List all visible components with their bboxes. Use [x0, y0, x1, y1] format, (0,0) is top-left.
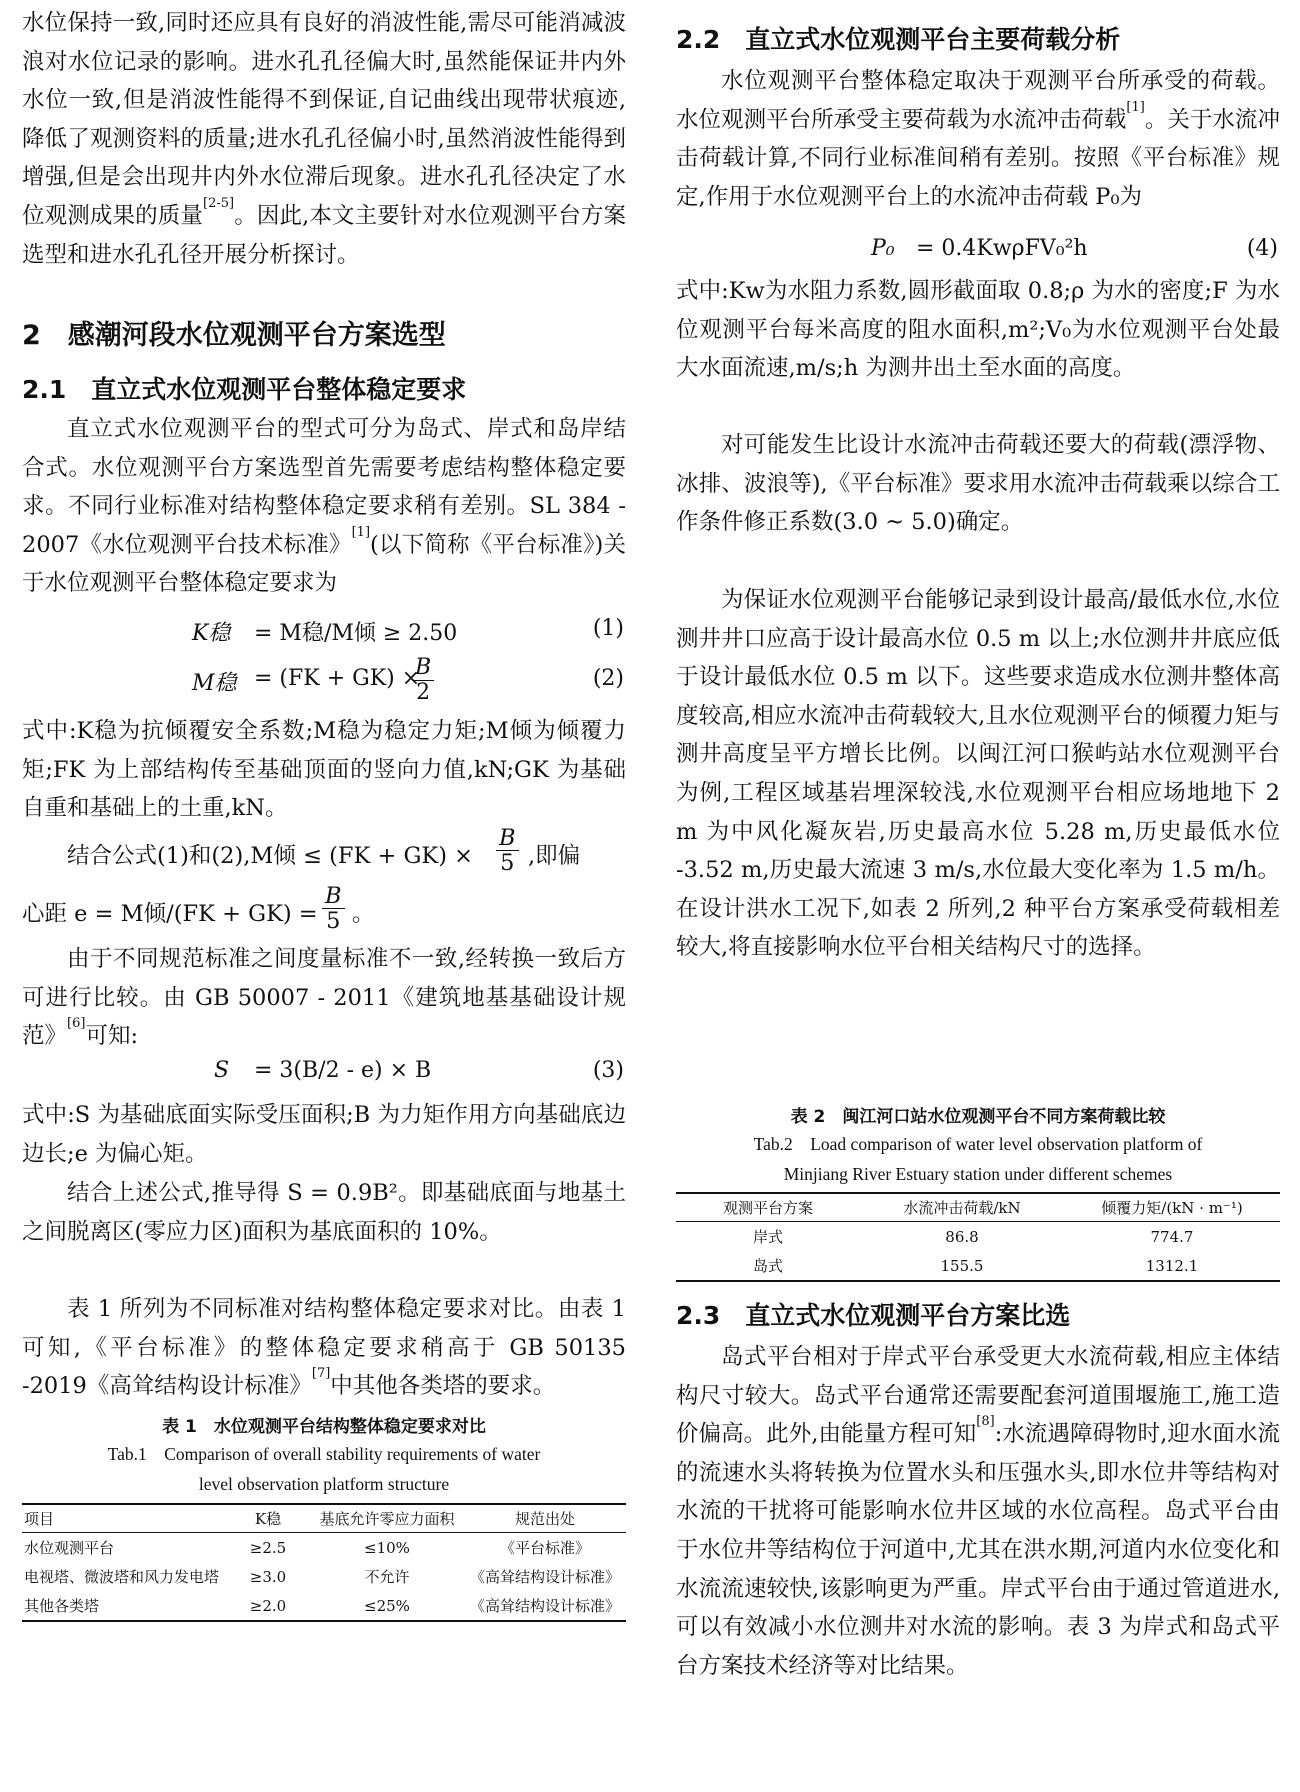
section-heading-2-2: 2.2 直立式水位观测平台主要荷载分析	[676, 25, 1121, 54]
table-cell: ≤25%	[310, 1591, 464, 1621]
table-cell: ≥2.0	[226, 1591, 310, 1621]
paragraph-eccentricity: 心距 e = M倾/(FK + GK) = $\frac{B}{5}$ 。	[22, 883, 375, 934]
table-cell: 岸式	[752, 1228, 783, 1246]
table-header-row	[676, 1193, 1280, 1222]
section-heading-2-3: 2.3 直立式水位观测平台方案比选	[676, 1301, 1071, 1330]
table-header: 观测平台方案	[676, 1193, 860, 1222]
paragraph-load-factor: 对可能发生比设计水流冲击荷载还要大的荷载(漂浮物、冰排、波浪等),《平台标准》要求用水流冲击荷载乘以综合工作条件修正系数(3.0 ~ 5.0)确定。	[676, 432, 1280, 536]
paragraph-gb: 由于不同规范标准之间度量标准不一致,经转换一致后方可进行比较。由 GB 50007 - 2011《建筑地基基础设计规范》[6]可知:	[22, 946, 626, 1050]
table-header: K稳	[226, 1504, 310, 1533]
table-cell: 1312.1	[1064, 1251, 1280, 1281]
table-cell: 电视塔、微波塔和风力发电塔	[24, 1568, 220, 1586]
table-row	[22, 1533, 626, 1563]
paragraph-where-3: 式中:S 为基础底面实际受压面积;B 为力矩作用方向基础底边边长;e 为偏心矩。	[22, 1102, 626, 1167]
table1-caption-en-1: Tab.1 Comparison of overall stability requirements of water	[107, 1444, 541, 1464]
table-header: 规范出处	[464, 1504, 626, 1533]
table-cell: 《高耸结构设计标准》	[464, 1591, 626, 1621]
table-cell: 其他各类塔	[22, 1591, 226, 1621]
table-cell: 86.8	[945, 1227, 979, 1246]
paragraph-where-4: 式中:Kw为水阻力系数,圆形截面取 0.8;ρ 为水的密度;F 为水位观测平台每米高度的阻水面积,m²;V₀为水位观测平台处最大水面流速,m/s;h 为测井出土至水面的高度。	[676, 278, 1280, 382]
table-2	[676, 1192, 1280, 1282]
paragraph-result: 结合上述公式,推导得 S = 0.9B²。即基础底面与地基土之间脱离区(零应力区)面积为基底面积的 10%。	[22, 1180, 626, 1245]
equation-2: M稳 = (FK + GK) × $\frac{B}{2}$ (2)	[192, 655, 624, 705]
table-row	[22, 1591, 626, 1621]
fraction-b-over-2: $\frac{B}{2}$	[412, 656, 434, 705]
table-cell: 岛式	[676, 1251, 860, 1281]
paragraph-2-2: 水位观测平台整体稳定取决于观测平台所承受的荷载。水位观测平台所承受主要荷载为水流冲击荷载[1]。关于水流冲击荷载计算,不同行业标准间稍有差别。按照《平台标准》规定,作用于水位观测平台上的水流冲击荷载 P₀为	[676, 68, 1280, 210]
equation-4: P₀ = 0.4KwρFV₀²h (4)	[871, 236, 1278, 261]
table-header: 倾覆力矩/(kN · m⁻¹)	[1064, 1193, 1280, 1222]
table-cell: 水位观测平台	[24, 1539, 115, 1557]
equation-1: K稳 = M稳/M倾 ≥ 2.50 (1)	[192, 616, 624, 646]
table-cell: 《高耸结构设计标准》	[469, 1568, 620, 1586]
table1-caption-en-2: level observation platform structure	[198, 1474, 450, 1494]
equation-3: S = 3(B/2 - e) × B (3)	[214, 1058, 624, 1083]
paragraph-intro: 水位保持一致,同时还应具有良好的消波性能,需尽可能消减波浪对水位记录的影响。进水孔孔径偏大时,虽然能保证井内外水位一致,但是消波性能得不到保证,自记曲线出现带状痕迹,降低了观测资料的质量;进水孔孔径偏小时,虽然消波性能得到增强,但是会出现井内外水位滞后现象。进水孔孔径决定了水位观测成果的质量[2-5]。因此,本文主要针对水位观测平台方案选型和进水孔孔径开展分析探讨。	[22, 10, 626, 268]
table-header: 项目	[22, 1504, 226, 1533]
table-cell: ≥2.5	[249, 1538, 287, 1557]
table2-caption-en-1: Tab.2 Load comparison of water level observation platform of	[753, 1134, 1203, 1154]
table-row	[676, 1222, 1280, 1252]
paragraph-monkey-island-example: 为保证水位观测平台能够记录到设计最高/最低水位,水位测井井口应高于设计最高水位 0.5 m 以上;水位测井井底应低于设计最低水位 0.5 m 以下。这些要求造成水位测井整体高度较高,相应水流冲击荷载较大,且水位观测平台的倾覆力矩与测井高度呈平方增长比例。以闽江河口猴屿站水位观测平台为例,工程区域基岩埋深较浅,水位观测平台相应场地地下 2 m 为中风化凝灰岩,历史最高水位 5.28 m,历史最低水位 -3.52 m,历史最大流速 3 m/s,水位最大变化率为 1.5 m/h。在设计洪水工况下,如表 2 所列,2 种平台方案承受荷载相差较大,将直接影响水位平台相关结构尺寸的选择。	[676, 587, 1280, 961]
table-1	[22, 1503, 626, 1622]
paragraph-combine: 结合公式(1)和(2),M倾 ≤ (FK + GK) × $\frac{B}{5}$ ,即偏	[67, 825, 581, 876]
table-cell: 《平台标准》	[499, 1539, 590, 1557]
table-header: 水流冲击荷载/kN	[860, 1193, 1064, 1222]
table2-caption-en-2: Minjiang River Estuary station under different schemes	[783, 1164, 1173, 1184]
table-cell: 155.5	[860, 1251, 1064, 1281]
paragraph-table1-intro: 表 1 所列为不同标准对结构整体稳定要求对比。由表 1 可知,《平台标准》的整体稳定要求稍高于 GB 50135 -2019《高耸结构设计标准》[7]中其他各类塔的要求。	[22, 1296, 626, 1400]
paragraph-2-3: 岛式平台相对于岸式平台承受更大水流荷载,相应主体结构尺寸较大。岛式平台通常还需要配套河道围堰施工,施工造价偏高。此外,由能量方程可知[8]:水流遇障碍物时,迎水面水流的流速水头将转换为位置水头和压强水头,即水位井等结构对水流的干扰将可能影响水位井区域的水位高程。岛式平台由于水位井等结构位于河道中,尤其在洪水期,河道内水位变化和水流流速较快,该影响更为严重。岸式平台由于通过管道进水,可以有效减小水位测井对水流的影响。表 3 为岸式和岛式平台方案技术经济等对比结果。	[676, 1344, 1281, 1679]
table-row	[676, 1251, 1280, 1281]
section-heading-2: 2 感潮河段水位观测平台方案选型	[22, 320, 446, 351]
paragraph-where-1: 式中:K稳为抗倾覆安全系数;M稳为稳定力矩;M倾为倾覆力矩;FK 为上部结构传至基础顶面的竖向力值,kN;GK 为基础自重和基础上的土重,kN。	[22, 718, 626, 822]
table-cell: ≥3.0	[249, 1567, 287, 1586]
table-cell: 不允许	[364, 1568, 410, 1586]
table-row	[22, 1562, 626, 1591]
paragraph-2-1: 直立式水位观测平台的型式可分为岛式、岸式和岛岸结合式。水位观测平台方案选型首先需要考虑结构整体稳定要求。不同行业标准对结构整体稳定要求稍有差别。SL 384 - 2007《水位观测平台技术标准》[1](以下简称《平台标准》)关于水位观测平台整体稳定要求为	[22, 416, 626, 597]
section-heading-2-1: 2.1 直立式水位观测平台整体稳定要求	[22, 375, 467, 404]
table-header: 基底允许零应力面积	[310, 1504, 464, 1533]
table-cell: 774.7	[1150, 1227, 1194, 1246]
table1-caption-cn: 表 1 水位观测平台结构整体稳定要求对比	[162, 1417, 486, 1437]
table-cell: ≤10%	[364, 1538, 410, 1557]
table-header-row	[22, 1504, 626, 1533]
table2-caption-cn: 表 2 闽江河口站水位观测平台不同方案荷载比较	[790, 1107, 1166, 1127]
